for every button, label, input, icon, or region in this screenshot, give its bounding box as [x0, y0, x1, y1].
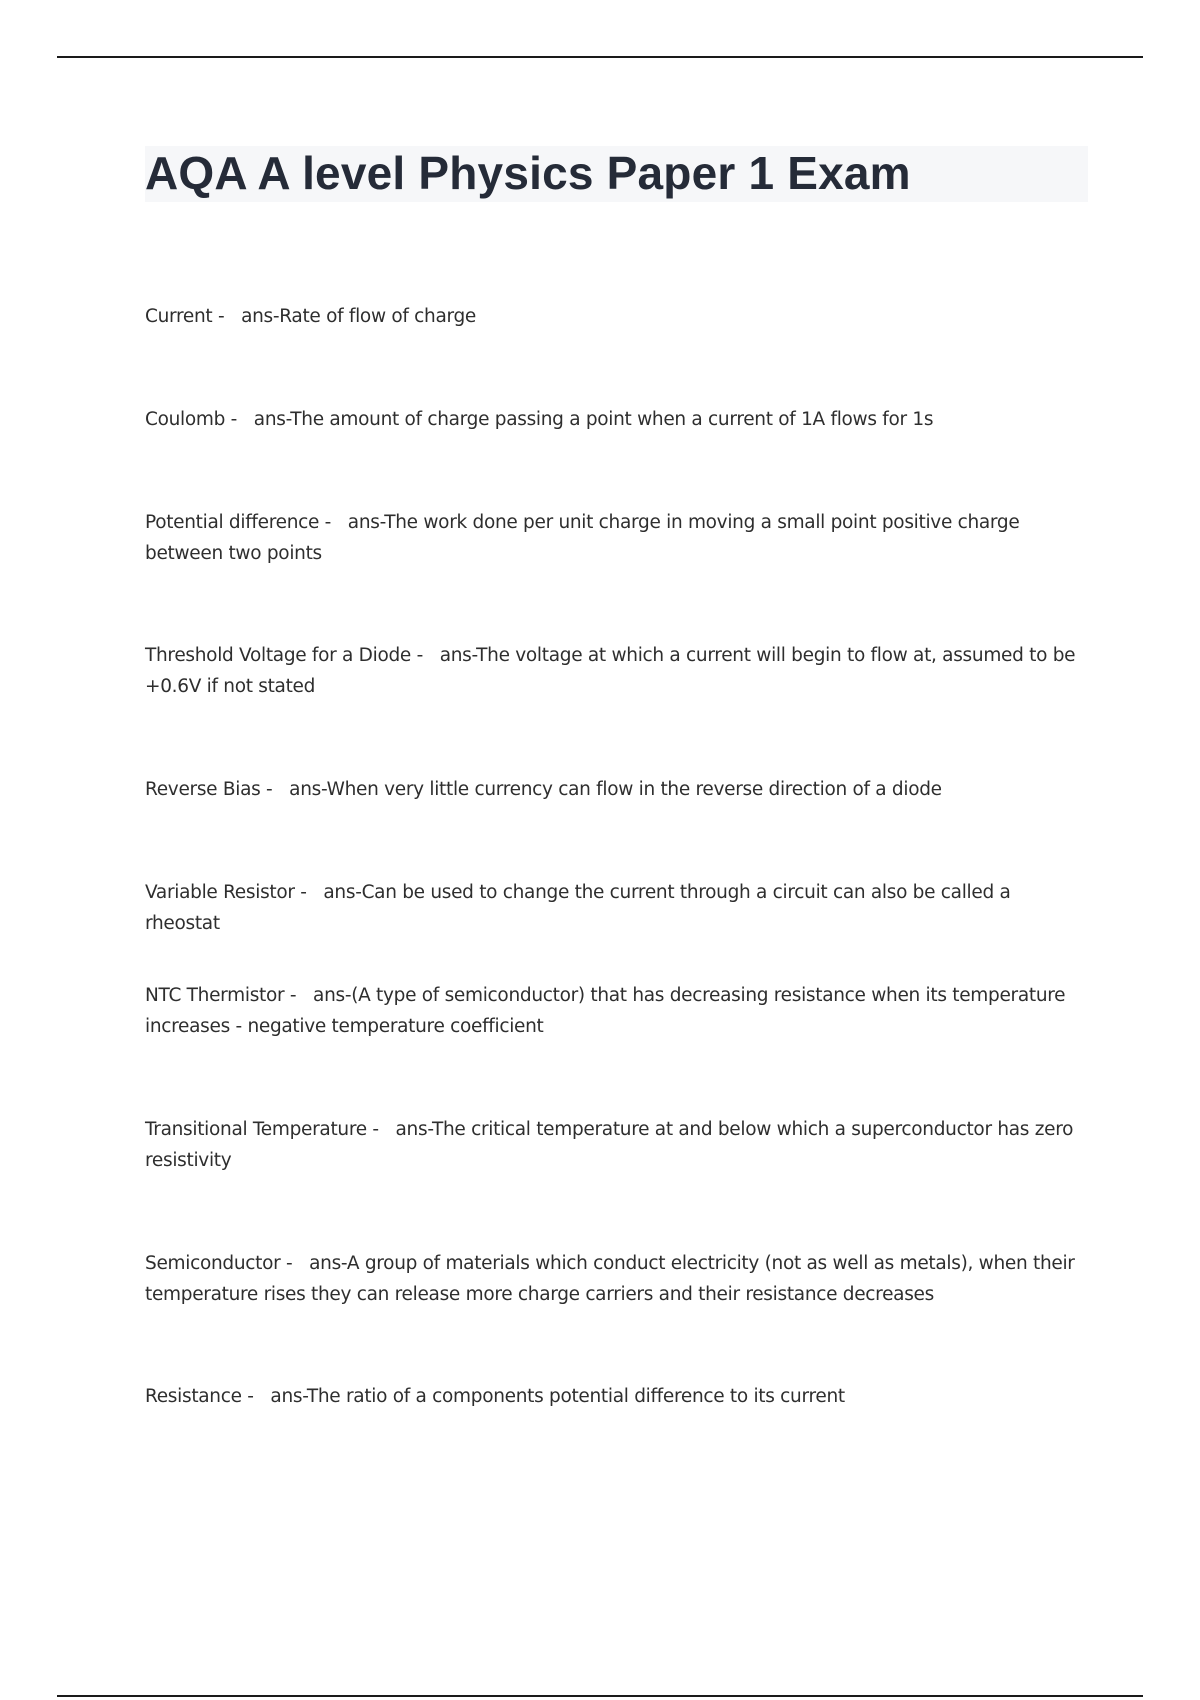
entry-separator: -	[260, 779, 290, 800]
top-rule	[57, 56, 1143, 58]
entry-threshold-voltage	[145, 640, 1090, 702]
entry-transitional-temperature	[145, 1114, 1090, 1176]
entry-separator: -	[411, 645, 440, 666]
entry-answer: ans-(A type of semiconductor) that has decreasing resistance when its temperature increases - negative temperature coefficient	[145, 985, 1066, 1037]
entry-semiconductor	[145, 1248, 1090, 1310]
entry-term: Current	[145, 306, 213, 327]
entry-variable-resistor	[145, 877, 1090, 939]
entry-separator: -	[280, 1253, 310, 1274]
entry-separator: -	[241, 1386, 271, 1407]
entry-separator: -	[225, 409, 254, 430]
entry-term: Coulomb	[145, 409, 226, 430]
bottom-rule	[57, 1695, 1143, 1697]
entry-answer: ans-The amount of charge passing a point when a current of 1A flows for 1s	[253, 409, 934, 430]
entry-answer: ans-The ratio of a components potential difference to its current	[270, 1386, 845, 1407]
entry-separator: -	[319, 512, 348, 533]
entry-term: Reverse Bias	[145, 779, 261, 800]
entry-reverse-bias	[145, 774, 1090, 805]
entry-term: Variable Resistor	[145, 882, 295, 903]
entry-term: Transitional Temperature	[145, 1119, 367, 1140]
entry-current	[145, 301, 1090, 332]
entry-coulomb	[145, 404, 1090, 435]
entry-separator: -	[212, 306, 242, 327]
entry-answer: ans-Can be used to change the current through a circuit can also be called a rheostat	[145, 882, 1011, 934]
entry-term: Resistance	[145, 1386, 242, 1407]
entry-term: Threshold Voltage for a Diode	[145, 645, 411, 666]
entry-term: NTC Thermistor	[145, 985, 285, 1006]
entry-answer: ans-The work done per unit charge in moving a small point positive charge between two points	[145, 512, 1020, 564]
entry-ntc-thermistor	[145, 980, 1090, 1042]
entry-answer: ans-The critical temperature at and below which a superconductor has zero resistivity	[145, 1119, 1074, 1171]
entry-answer: ans-Rate of flow of charge	[241, 306, 477, 327]
entry-term: Potential difference	[145, 512, 320, 533]
entry-potential-difference	[145, 507, 1090, 569]
entry-answer: ans-The voltage at which a current will begin to flow at, assumed to be +0.6V if not stated	[145, 645, 1076, 697]
entry-resistance	[145, 1381, 1090, 1412]
document-title: AQA A level Physics Paper 1 Exam	[145, 147, 911, 199]
entry-separator: -	[284, 985, 314, 1006]
entry-separator: -	[294, 882, 324, 903]
entry-answer: ans-A group of materials which conduct electricity (not as well as metals), when their temperature rises they can release more charge carriers and their resistance decreases	[145, 1253, 1075, 1305]
entry-term: Semiconductor	[145, 1253, 281, 1274]
entry-answer: ans-When very little currency can flow in the reverse direction of a diode	[289, 779, 942, 800]
entry-separator: -	[366, 1119, 396, 1140]
